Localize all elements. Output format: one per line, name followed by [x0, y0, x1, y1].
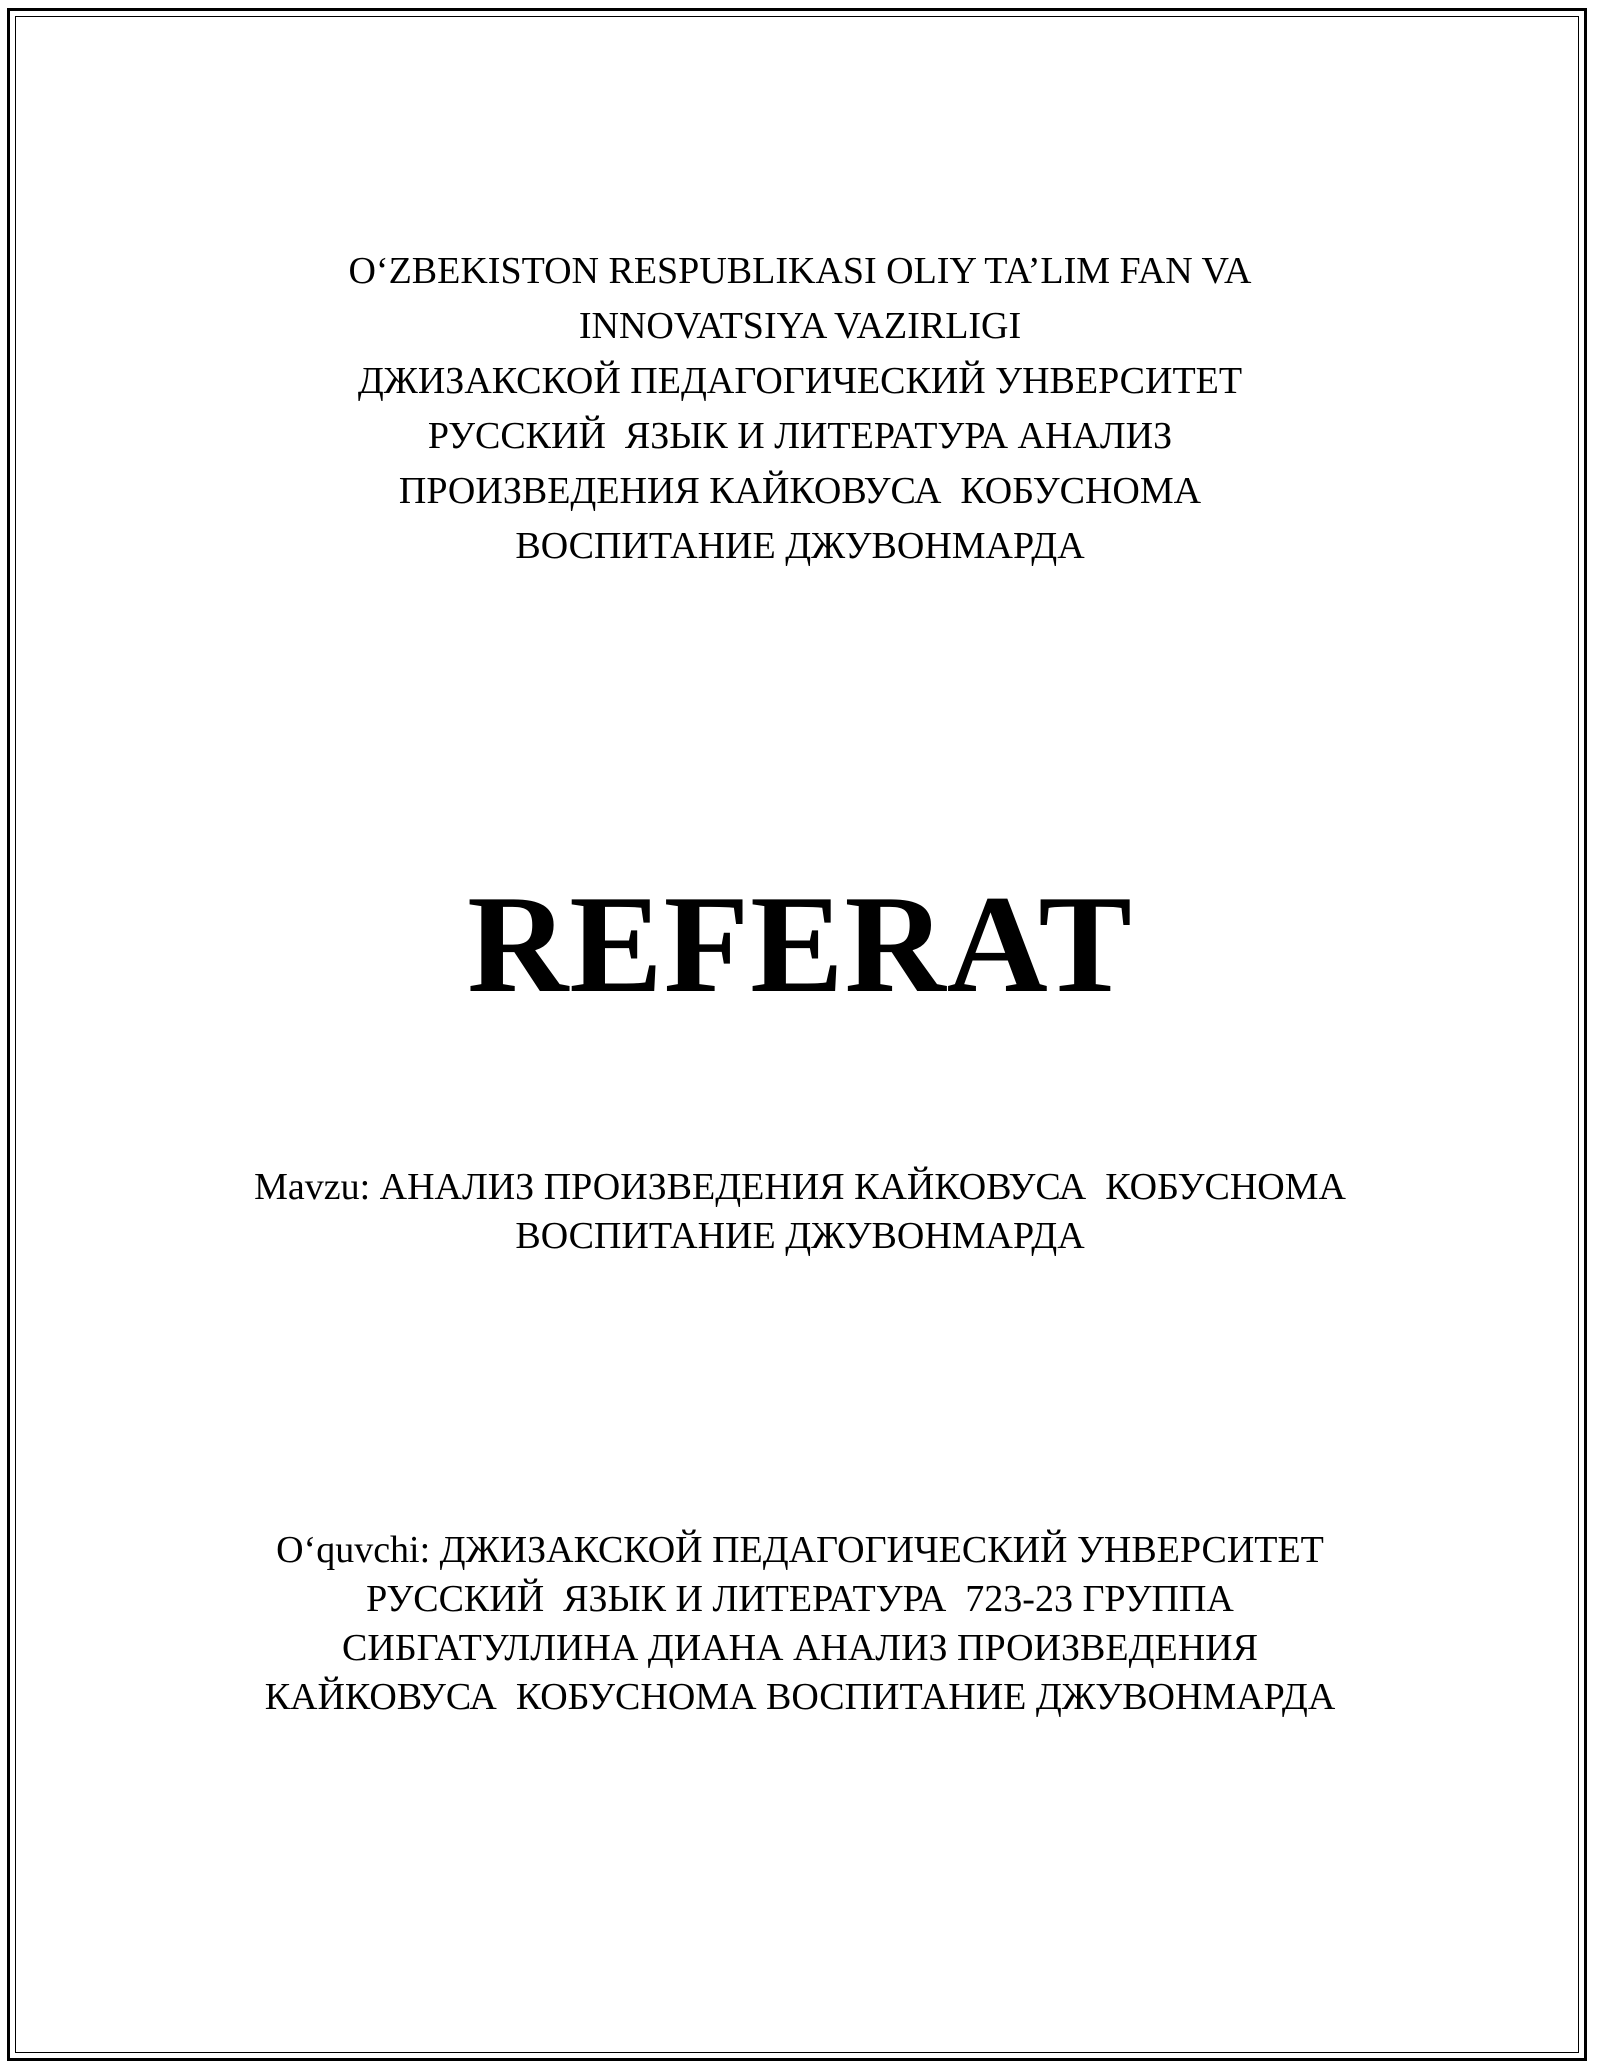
header-line: INNOVATSIYA VAZIRLIGI — [578, 305, 1022, 347]
header-line: ДЖИЗАКСКОЙ ПЕДАГОГИЧЕСКИЙ УНВЕРСИТЕТ — [357, 360, 1243, 402]
student-line: РУССКИЙ ЯЗЫК И ЛИТЕРАТУРА 723-23 ГРУППА — [366, 1578, 1234, 1620]
topic-line: Mavzu: АНАЛИЗ ПРОИЗВЕДЕНИЯ КАЙКОВУСА КОБУСНОМА — [254, 1166, 1346, 1208]
header-line: O‘ZBEKISTON RESPUBLIKASI OLIY TA’LIM FAN VA — [348, 250, 1252, 292]
institution-header — [0, 244, 1600, 574]
header-line: ПРОИЗВЕДЕНИЯ КАЙКОВУСА КОБУСНОМА — [398, 470, 1202, 512]
header-line: РУССКИЙ ЯЗЫК И ЛИТЕРАТУРА АНАЛИЗ — [427, 415, 1173, 457]
student-line: СИБГАТУЛЛИНА ДИАНА АНАЛИЗ ПРОИЗВЕДЕНИЯ — [342, 1627, 1258, 1669]
student-section — [0, 1526, 1600, 1722]
student-line: КАЙКОВУСА КОБУСНОМА ВОСПИТАНИЕ ДЖУВОНМАРДА — [264, 1676, 1336, 1718]
student-line: O‘quvchi: ДЖИЗАКСКОЙ ПЕДАГОГИЧЕСКИЙ УНВЕРСИТЕТ — [276, 1529, 1324, 1571]
topic-line: ВОСПИТАНИЕ ДЖУВОНМАРДА — [515, 1215, 1085, 1257]
topic-section — [0, 1163, 1600, 1261]
document-title: REFERAT — [467, 867, 1133, 1022]
header-line: ВОСПИТАНИЕ ДЖУВОНМАРДА — [515, 525, 1085, 567]
